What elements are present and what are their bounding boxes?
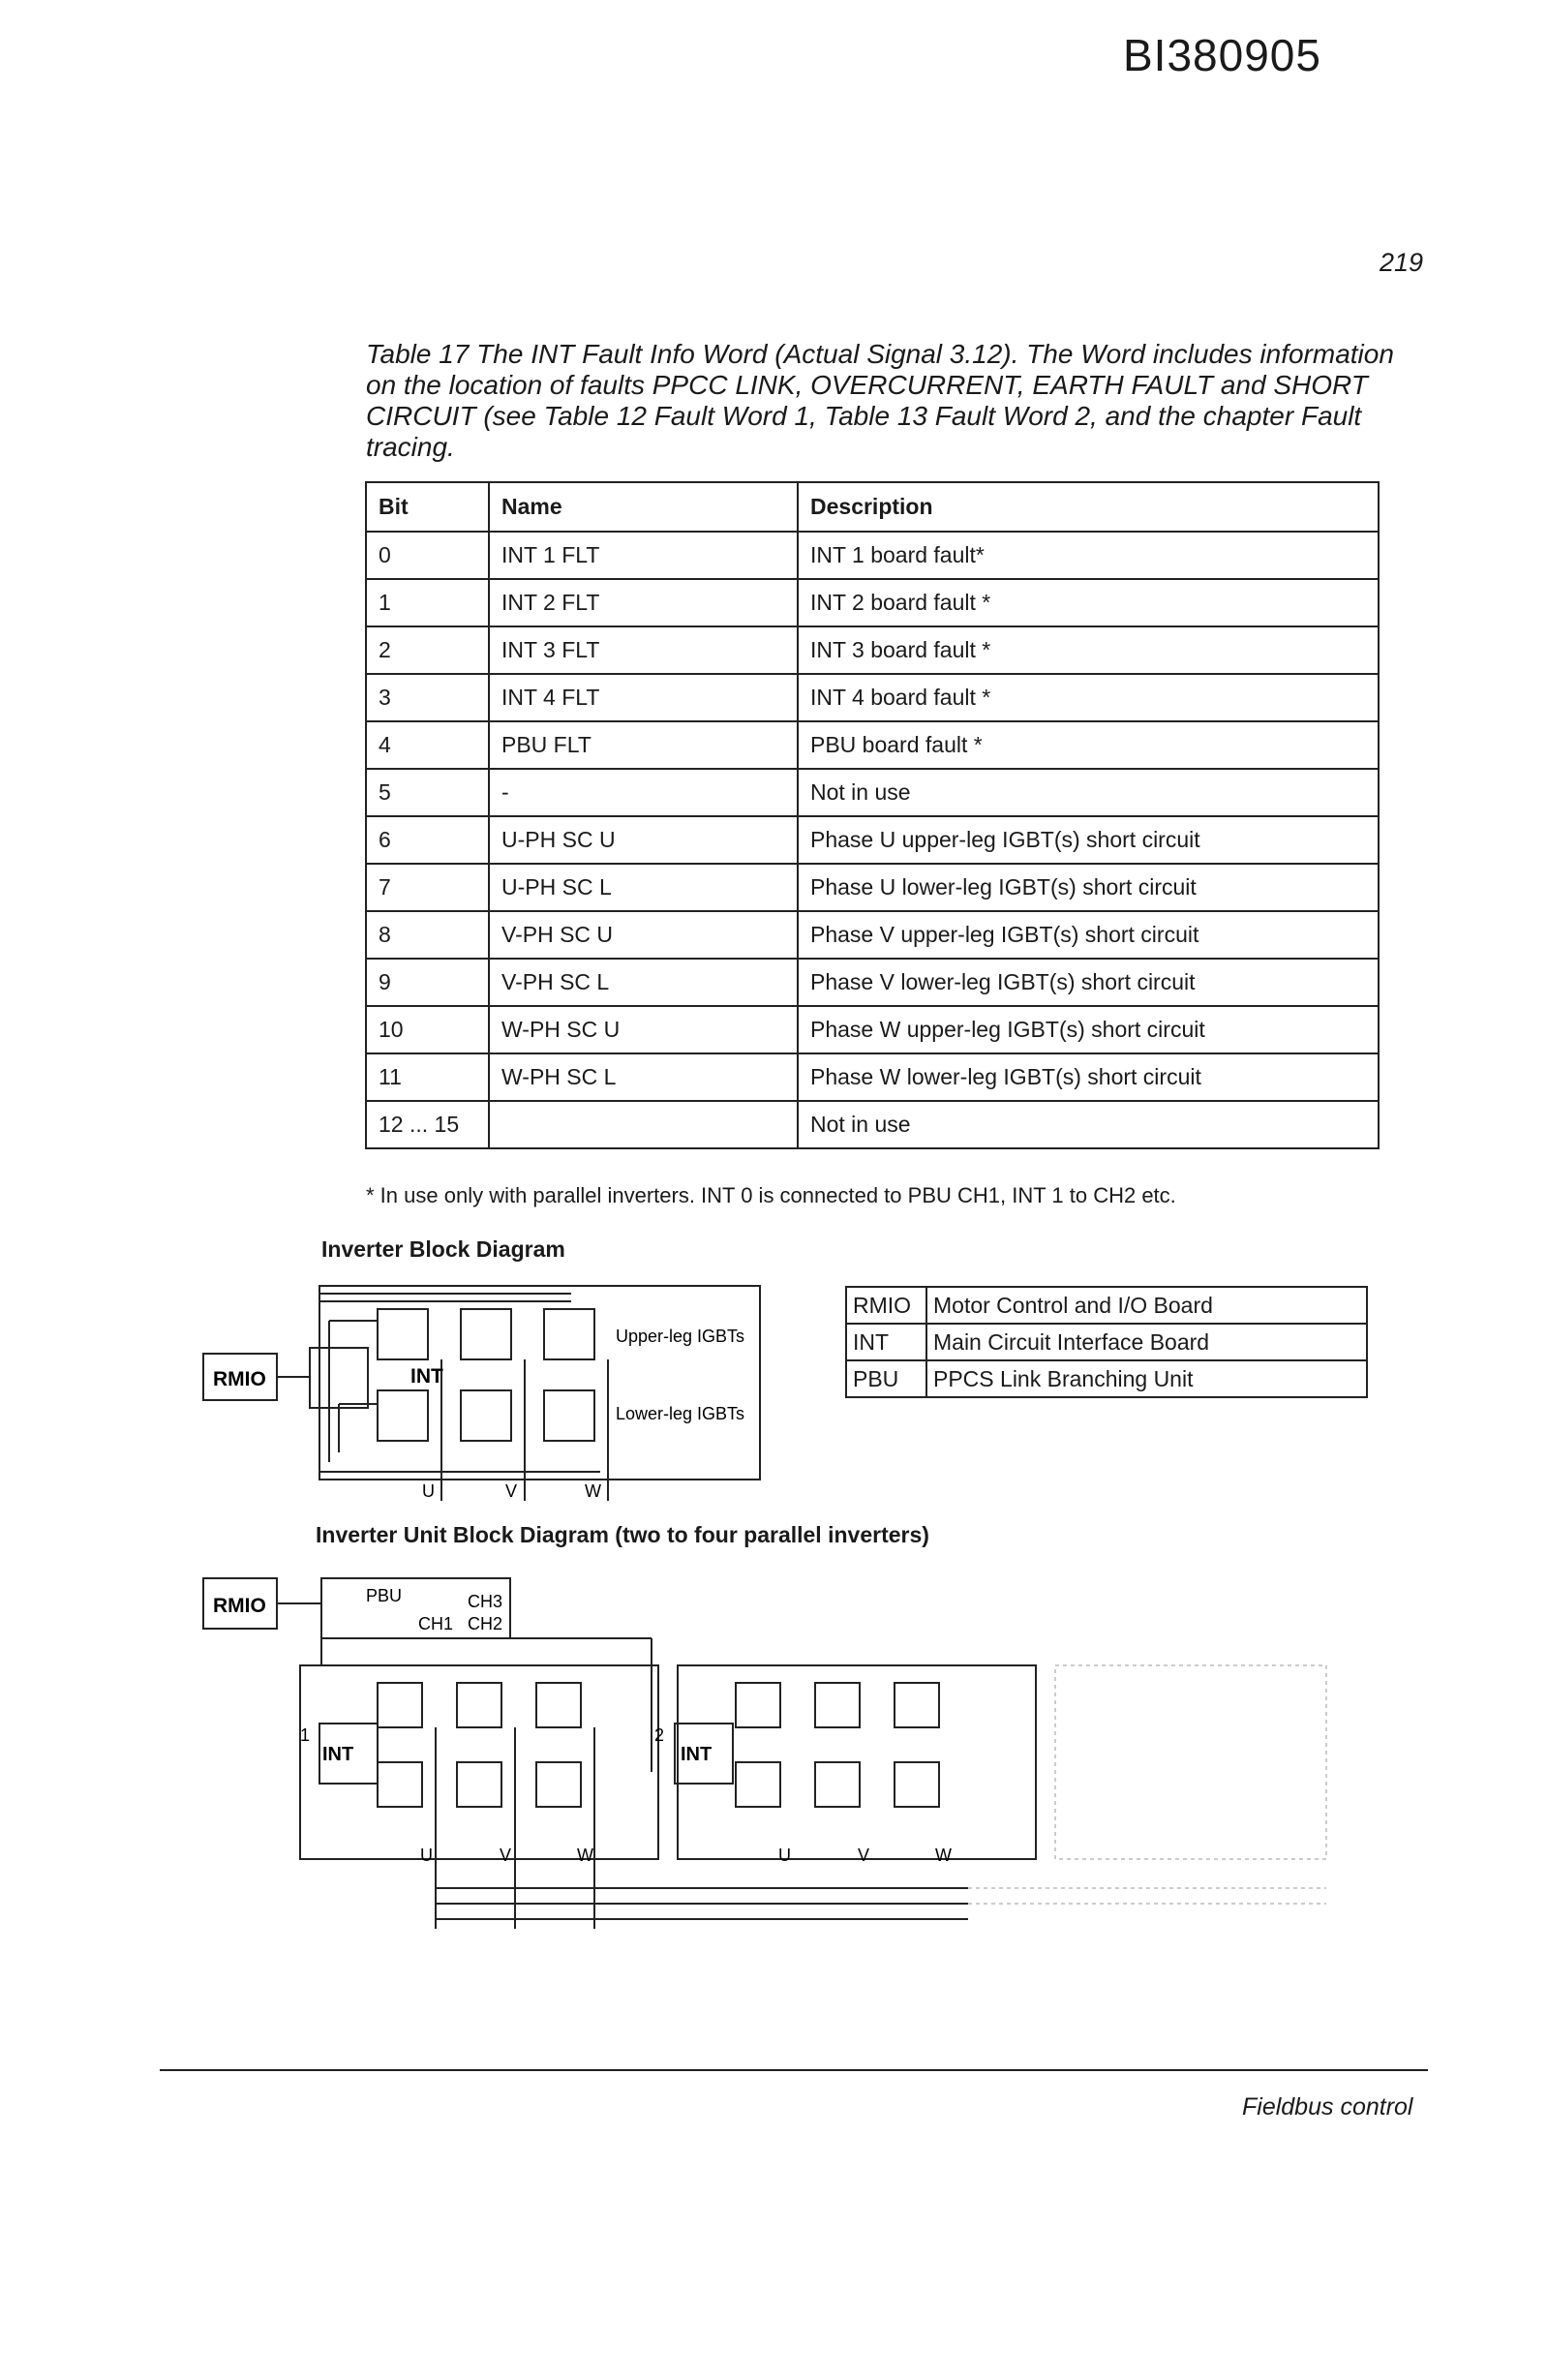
cell-description: INT 1 board fault* <box>798 532 1379 579</box>
table-footnote: * In use only with parallel inverters. INT 0 is connected to PBU CH1, INT 1 to CH2 etc. <box>366 1183 1176 1207</box>
cell-description: Phase W upper-leg IGBT(s) short circuit <box>798 1006 1379 1053</box>
igbt-1-upper-u <box>378 1683 422 1727</box>
phase-u-label-1: U <box>420 1846 433 1865</box>
cell-name: INT 3 FLT <box>489 626 798 674</box>
cell-bit: 1 <box>366 579 489 626</box>
cell-name: W-PH SC U <box>489 1006 798 1053</box>
ch1-label: CH1 <box>418 1614 454 1633</box>
int-label-2: INT <box>681 1744 713 1765</box>
igbt-2-lower-v <box>815 1762 860 1807</box>
inverter-frame <box>319 1286 760 1480</box>
footer-section-name: Fieldbus control <box>1242 2093 1413 2121</box>
inverter-2-index: 2 <box>654 1725 665 1745</box>
table-row <box>366 579 1379 626</box>
igbt-1-upper-v <box>457 1683 501 1727</box>
legend-abbreviation: PBU <box>846 1360 926 1397</box>
igbt-1-lower-u <box>378 1762 422 1807</box>
cell-name: V-PH SC U <box>489 911 798 959</box>
table-row <box>366 674 1379 721</box>
pbu-label: PBU <box>366 1586 403 1605</box>
legend-description: PPCS Link Branching Unit <box>926 1360 1367 1397</box>
igbt-1-lower-w <box>536 1762 581 1807</box>
cell-bit: 7 <box>366 864 489 911</box>
table-row <box>366 1006 1379 1053</box>
ch3-label: CH3 <box>468 1592 503 1611</box>
column-header-description: Description <box>798 482 1379 532</box>
cell-description: PBU board fault * <box>798 721 1379 769</box>
igbt-lower-w <box>544 1390 594 1441</box>
table-row <box>366 721 1379 769</box>
cell-bit: 0 <box>366 532 489 579</box>
phase-v-label-1: V <box>500 1846 512 1865</box>
legend-description: Main Circuit Interface Board <box>926 1324 1367 1360</box>
inverter-unit-block-diagram <box>194 1569 1355 1937</box>
cell-description: Phase U upper-leg IGBT(s) short circuit <box>798 816 1379 864</box>
legend-abbreviation: INT <box>846 1324 926 1360</box>
table-row <box>366 864 1379 911</box>
table-row <box>366 959 1379 1006</box>
cell-bit: 8 <box>366 911 489 959</box>
cell-description: Phase V lower-leg IGBT(s) short circuit <box>798 959 1379 1006</box>
table-caption: Table 17 The INT Fault Info Word (Actual Signal 3.12). The Word includes information on the location of faults PPCC LINK, OVERCURRENT, EARTH FAULT and SHORT CIRCUIT (see Table 12 Fault Word 1, Table 13 Fault Word 2, and the chapter Fault tracing. <box>366 339 1394 462</box>
cell-name: U-PH SC U <box>489 816 798 864</box>
upper-leg-label: Upper-leg IGBTs <box>616 1327 745 1346</box>
phase-w-label-1: W <box>577 1846 593 1865</box>
igbt-2-upper-v <box>815 1683 860 1727</box>
optional-inverters <box>968 1665 1326 1904</box>
inverter-diagram-title: Inverter Block Diagram <box>321 1236 565 1262</box>
cell-name: INT 4 FLT <box>489 674 798 721</box>
igbt-upper-v <box>461 1309 511 1359</box>
table-row <box>366 911 1379 959</box>
cell-name: U-PH SC L <box>489 864 798 911</box>
column-header-bit: Bit <box>366 482 489 532</box>
cell-bit: 6 <box>366 816 489 864</box>
cell-description: Not in use <box>798 769 1379 816</box>
rmio-label-unit: RMIO <box>213 1595 266 1617</box>
table-row <box>366 816 1379 864</box>
table-row <box>366 626 1379 674</box>
igbt-lower-v <box>461 1390 511 1441</box>
igbt-1-lower-v <box>457 1762 501 1807</box>
igbt-2-upper-w <box>895 1683 939 1727</box>
cell-bit: 10 <box>366 1006 489 1053</box>
footer-divider <box>160 2069 1428 2071</box>
table-row <box>366 1101 1379 1148</box>
igbt-2-lower-u <box>736 1762 780 1807</box>
phase-u-label-2: U <box>778 1846 791 1865</box>
inverter-block-diagram <box>194 1278 774 1501</box>
igbt-upper-u <box>378 1309 428 1359</box>
abbreviation-legend <box>845 1286 1368 1398</box>
phase-v-label-2: V <box>858 1846 870 1865</box>
rmio-label: RMIO <box>213 1368 266 1390</box>
cell-name: - <box>489 769 798 816</box>
cell-description: INT 3 board fault * <box>798 626 1379 674</box>
cell-name: W-PH SC L <box>489 1053 798 1101</box>
inverter-1-index: 1 <box>300 1725 311 1745</box>
page-number: 219 <box>1380 248 1424 277</box>
table-row <box>366 1053 1379 1101</box>
table-header-row <box>366 482 1379 532</box>
table-row <box>366 769 1379 816</box>
cell-bit: 4 <box>366 721 489 769</box>
table-row <box>366 532 1379 579</box>
document-id: BI380905 <box>1123 30 1321 80</box>
cell-description: Not in use <box>798 1101 1379 1148</box>
cell-bit: 2 <box>366 626 489 674</box>
legend-row <box>846 1360 1367 1397</box>
fault-info-table <box>365 481 1380 1149</box>
igbt-2-upper-u <box>736 1683 780 1727</box>
cell-bit: 12 ... 15 <box>366 1101 489 1148</box>
phase-w-label-2: W <box>935 1846 952 1865</box>
cell-bit: 3 <box>366 674 489 721</box>
cell-description: Phase U lower-leg IGBT(s) short circuit <box>798 864 1379 911</box>
cell-name: V-PH SC L <box>489 959 798 1006</box>
igbt-upper-w <box>544 1309 594 1359</box>
cell-description: INT 4 board fault * <box>798 674 1379 721</box>
lower-leg-label: Lower-leg IGBTs <box>616 1404 745 1423</box>
cell-bit: 9 <box>366 959 489 1006</box>
legend-description: Motor Control and I/O Board <box>926 1287 1367 1324</box>
cell-name: INT 2 FLT <box>489 579 798 626</box>
cell-name <box>489 1101 798 1148</box>
legend-row <box>846 1287 1367 1324</box>
cell-description: INT 2 board fault * <box>798 579 1379 626</box>
igbt-lower-u <box>378 1390 428 1441</box>
int-label: INT <box>410 1365 443 1388</box>
cell-description: Phase W lower-leg IGBT(s) short circuit <box>798 1053 1379 1101</box>
phase-v-label: V <box>505 1481 518 1501</box>
unit-diagram-title: Inverter Unit Block Diagram (two to four parallel inverters) <box>316 1522 929 1547</box>
phase-w-label: W <box>585 1481 601 1501</box>
ch2-label: CH2 <box>468 1614 503 1633</box>
cell-bit: 5 <box>366 769 489 816</box>
column-header-name: Name <box>489 482 798 532</box>
igbt-1-upper-w <box>536 1683 581 1727</box>
cell-bit: 11 <box>366 1053 489 1101</box>
cell-name: PBU FLT <box>489 721 798 769</box>
legend-abbreviation: RMIO <box>846 1287 926 1324</box>
legend-row <box>846 1324 1367 1360</box>
cell-name: INT 1 FLT <box>489 532 798 579</box>
igbt-2-lower-w <box>895 1762 939 1807</box>
int-label-1: INT <box>322 1744 354 1765</box>
cell-description: Phase V upper-leg IGBT(s) short circuit <box>798 911 1379 959</box>
phase-u-label: U <box>422 1481 435 1501</box>
